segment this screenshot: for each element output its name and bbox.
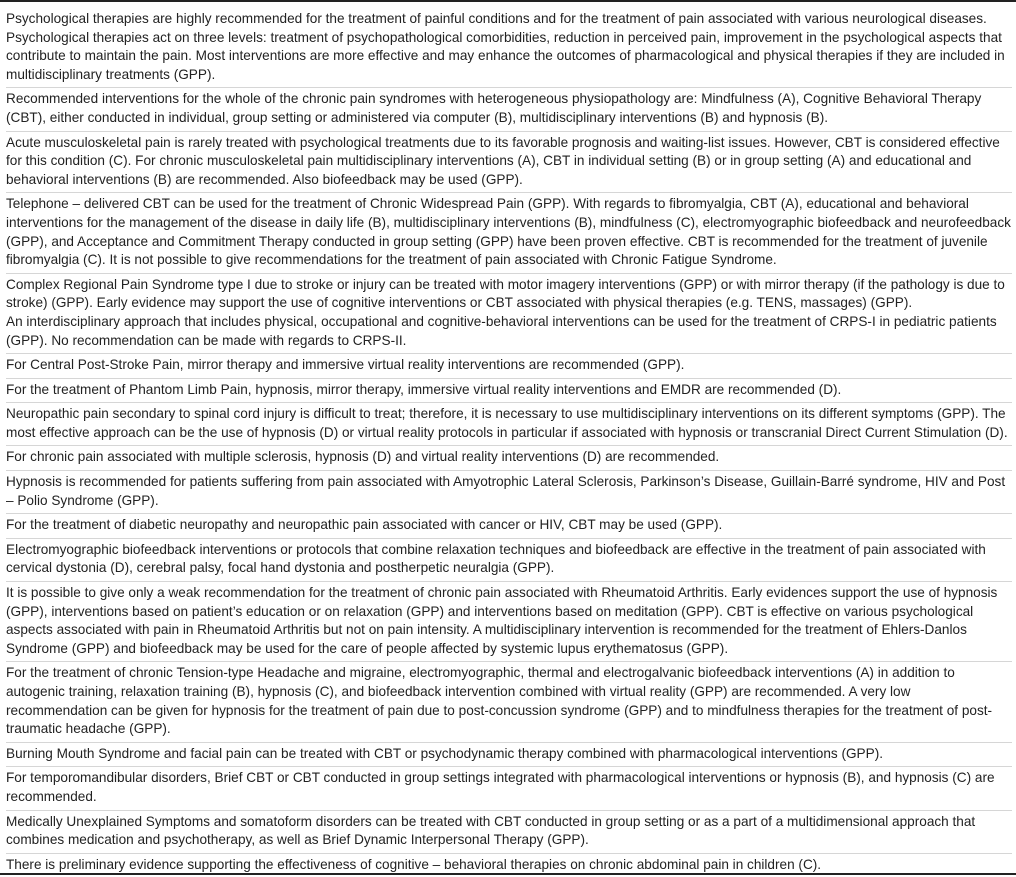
table-row [6,662,1012,742]
table-row [6,811,1012,854]
recommendation-text: Electromyographic biofeedback interventions or protocols that combine relaxation techniques and biofeedback are effective in the treatment of pain associated with cervical dystonia (D), cerebral palsy, focal hand dystonia and postherpetic neuralgia (GPP). [6,541,986,576]
table-row [6,193,1012,273]
recommendation-text: Neuropathic pain secondary to spinal cord injury is difficult to treat; therefore, it is necessary to use multidisciplinary interventions on its different symptoms (GPP). The most effective approach can be the use of hypnosis (D) or virtual reality protocols in particular if associated with hypnosis or transcranial Direct Current Stimulation (D). [6,406,1008,440]
recommendation-text: Hypnosis is recommended for patients suffering from pain associated with Amyotrophic Lateral Sclerosis, Parkinson’s Disease, Guillain-Barré syndrome, HIV and Post – Polio Syndrome (GPP). [6,474,1006,508]
recommendation-text: Medically Unexplained Symptoms and somatoform disorders can be treated with CBT conducted in group setting or as a part of a multidimensional approach that combines medication and psychotherapy, as well as Brief Dynamic Interpersonal Therapy (GPP). [6,813,976,848]
table-row [6,471,1012,514]
recommendation-text: Telephone – delivered CBT can be used for the treatment of Chronic Widespread Pain (GPP). With regards to fibromyalgia, CBT (A), educational and behavioral interventions for the management of the disease in daily life (B), multidisciplinary interventions (B), mindfulness (C), electromyographic biofeedback and neurofeedback (GPP), and Acceptance and Commitment Therapy conducted in group setting (GPP) have been proven effective. CBT is recommended for the treatment of juvenile fibromyalgia (C). It is not possible to give recommendations for the treatment of pain associated with Chronic Fatigue Syndrome. [6,196,1011,268]
table-body [6,8,1012,877]
recommendation-text: Complex Regional Pain Syndrome type I due to stroke or injury can be treated with motor imagery interventions (GPP) or with mirror therapy (if the pathology is due to stroke) (GPP). Early evidence may support the use of cognitive interventions or CBT associated with physical therapies (e.g. TENS, massages) (GPP). [6,276,1005,311]
recommendation-text: Recommended interventions for the whole of the chronic pain syndromes with heterogeneous physiopathology are: Mindfulness (A), Cognitive Behavioral Therapy (CBT), either conducted in individual, group setting or administered via computer (B), multidisciplinary interventions (B) and hypnosis (B). [6,91,982,125]
recommendation-text: Burning Mouth Syndrome and facial pain can be treated with CBT or psychodynamic therapy combined with pharmacological interventions (GPP). [6,745,883,761]
recommendation-text: For the treatment of Phantom Limb Pain, hypnosis, mirror therapy, immersive virtual reality interventions and EMDR are recommended (D). [6,381,842,397]
table-bottom-rule [0,873,1016,875]
table-row [6,274,1012,354]
table-row [6,379,1012,404]
table-row [6,403,1012,446]
table-row [6,539,1012,582]
recommendation-text: There is preliminary evidence supporting the effectiveness of cognitive – behavioral therapies on chronic abdominal pain in children (C). [6,856,822,872]
table-row [6,354,1012,379]
recommendation-text: Acute musculoskeletal pain is rarely treated with psychological treatments due to its favorable prognosis and waiting-list issues. However, CBT is considered effective for this condition (C). For chronic musculoskeletal pain multidisciplinary interventions (A), CBT in individual setting (B) or in group setting (A) and educational and behavioral interventions (B) are recommended. Also biofeedback may be used (GPP). [6,134,1000,187]
recommendation-text: It is possible to give only a weak recommendation for the treatment of chronic pain associated with Rheumatoid Arthritis. Early evidences support the use of hypnosis (GPP), interventions based on patient’s education or on relaxation (GPP) and interventions based on meditation (GPP). CBT is effective on various psychological aspects associated with pain in Rheumatoid Arthritis but not on pain intensity. A multidisciplinary intervention is recommended for the treatment of Ehlers-Danlos Syndrome (GPP) and biofeedback may be used for the care of people affected by systemic lupus erythematosus (GPP). [6,585,998,656]
recommendation-text: For chronic pain associated with multiple sclerosis, hypnosis (D) and virtual reality interventions (D) are recommended. [6,449,720,465]
table-row [6,743,1012,768]
table-top-rule [0,0,1016,2]
recommendation-text: For Central Post-Stroke Pain, mirror therapy and immersive virtual reality interventions are recommended (GPP). [6,357,685,373]
table-row [6,446,1012,471]
table-row [6,8,1012,88]
recommendation-text: For the treatment of diabetic neuropathy and neuropathic pain associated with cancer or HIV, CBT may be used (GPP). [6,517,723,533]
table-row [6,767,1012,810]
recommendation-text: For the treatment of chronic Tension-type Headache and migraine, electromyographic, thermal and electrogalvanic biofeedback interventions (A) in addition to autogenic training, relaxation training (B), hypnosis (C), and biofeedback intervention combined with virtual reality (GPP) are recommended. A very low recommendation can be given for hypnosis for the treatment of pain due to post-concussion syndrome (GPP) and to mindfulness therapies for the treatment of post-traumatic headache (GPP). [6,665,993,737]
recommendation-text: For temporomandibular disorders, Brief CBT or CBT conducted in group settings integrated with pharmacological interventions or hypnosis (B), and hypnosis (C) are recommended. [6,770,995,804]
table-row [6,132,1012,194]
recommendation-text: Psychological therapies are highly recommended for the treatment of painful conditions and for the treatment of pain associated with various neurological diseases. [6,11,987,26]
table-row [6,88,1012,131]
recommendation-text: Psychological therapies act on three levels: treatment of psychopathological comorbidities, reduction in perceived pain, improvement in the psychological aspects that contribute to maintain the pain. Most interventions are more effective and may enhance the outcomes of pharmacological and physical therapies if they are included in multidisciplinary treatments (GPP). [6,29,1005,82]
recommendation-text: An interdisciplinary approach that includes physical, occupational and cognitive-behavioral interventions can be used for the treatment of CRPS-I in pediatric patients (GPP). No recommendation can be made with regards to CRPS-II. [6,313,997,348]
table-row [6,582,1012,662]
table-row [6,514,1012,539]
